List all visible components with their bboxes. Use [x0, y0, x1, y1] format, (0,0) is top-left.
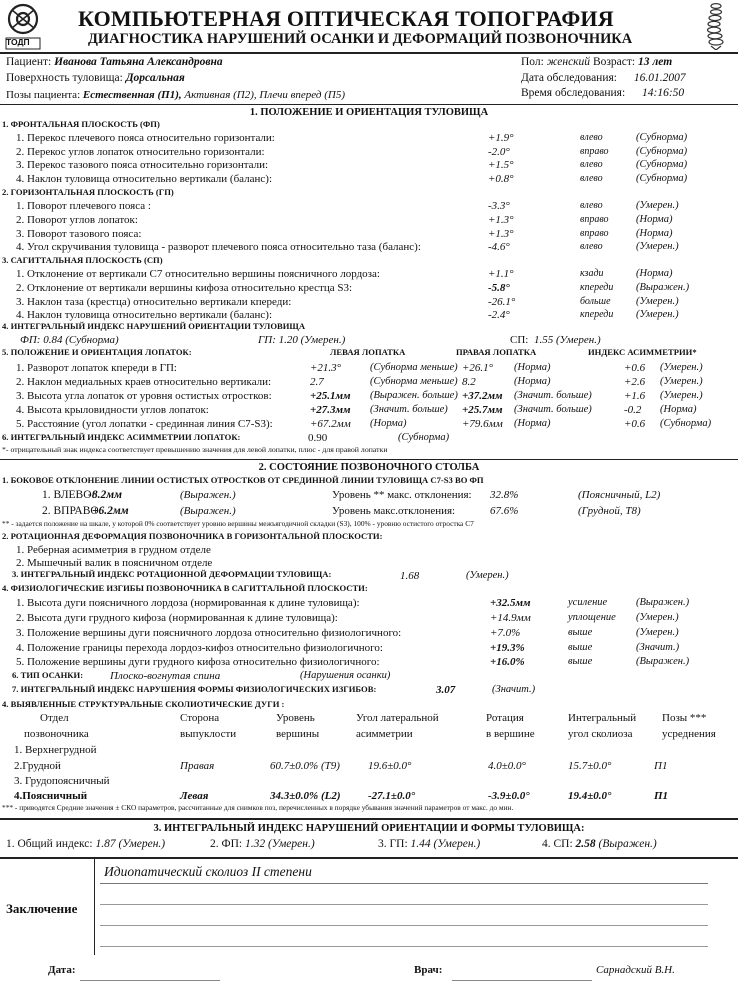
fp-row-value: +0.8°	[488, 173, 514, 185]
fp-index-value: 1.32 (Умерен.)	[244, 838, 315, 850]
patient-sex-age-line	[521, 56, 672, 69]
gp-row-label: 1. Поворот плечевого пояса :	[16, 200, 151, 212]
arc-table-header: выпуклости	[180, 728, 237, 740]
arc-row-cell: 60.7±0.0% (Т9)	[270, 760, 340, 772]
gp-row-direction: влево	[580, 241, 603, 252]
blade-row-label: 1. Разворот лопаток кпереди в ГП:	[16, 362, 177, 374]
doctor-signature-line	[452, 980, 592, 981]
surface-line	[6, 72, 185, 85]
curve-row-label: 2. Высота дуги грудного кифоза (нормированная к длине туловища):	[16, 612, 338, 624]
poses-label: Позы пациента:	[6, 89, 81, 101]
scoliotic-arcs-title: 4. ВЫЯВЛЕННЫЕ СТРУКТУРАЛЬНЫЕ СКОЛИОТИЧЕСКИЕ ДУГИ :	[2, 699, 285, 709]
conclusion-line	[100, 946, 708, 947]
fp-row-grade: (Субнорма)	[636, 159, 688, 170]
sp-title: 3. САГИТТАЛЬНАЯ ПЛОСКОСТЬ (СП)	[2, 255, 163, 265]
curve-row-direction: выше	[568, 642, 593, 653]
deviation-left-value: -8.2мм	[88, 489, 122, 501]
sp-row-direction: кпереди	[580, 309, 614, 320]
gp-row-grade: (Норма)	[636, 214, 673, 225]
curve-row-label: 3. Положение вершины дуги поясничного лордоза относительно физиологичного:	[16, 627, 402, 639]
gp-row-value: +1.3°	[488, 214, 514, 226]
conclusion-line	[100, 883, 708, 884]
age-label: Возраст:	[592, 56, 636, 68]
gp-row-label: 3. Поворот тазового пояса:	[16, 228, 142, 240]
arc-table-header: Уровень	[276, 712, 315, 724]
blade-asym-grade: (Норма)	[660, 404, 697, 415]
fp-title: 1. ФРОНТАЛЬНАЯ ПЛОСКОСТЬ (ФП)	[2, 119, 160, 129]
doctor-name: Сарнадский В.Н.	[596, 964, 675, 976]
curve-row-grade: (Выражен.)	[636, 656, 690, 667]
rotation-index-title: 3. ИНТЕГРАЛЬНЫЙ ИНДЕКС РОТАЦИОННОЙ ДЕФОРМАЦИИ ТУЛОВИЩА:	[12, 569, 332, 579]
blade-right-value: +79.6мм	[462, 418, 503, 430]
conclusion-divider	[0, 857, 738, 859]
curve-row-value: +7.0%	[490, 627, 521, 639]
arc-row-cell: 34.3±0.0% (L2)	[270, 790, 341, 802]
arc-row-cell: 4.0±0.0°	[488, 760, 526, 772]
blades-title: 5. ПОЛОЖЕНИЕ И ОРИЕНТАЦИЯ ЛОПАТОК:	[2, 347, 192, 357]
gp-title: 2. ГОРИЗОНТАЛЬНАЯ ПЛОСКОСТЬ (ГП)	[2, 187, 174, 197]
blade-right-grade: (Норма)	[514, 418, 551, 429]
arc-row-section: 4.Поясничный	[14, 790, 88, 802]
curve-row-value: +32.5мм	[490, 597, 531, 609]
sp-row-label: 2. Отклонение от вертикали вершины кифоза относительно крестца S3:	[16, 282, 353, 294]
fp-row-direction: влево	[580, 173, 603, 184]
header-divider	[0, 52, 738, 54]
arcs-footnote: *** - приводятся Средние значения ± СКО параметров, рассчитанные для снимков поз, перечисленных в порядке убывания значений параметров от макс. до мин.	[2, 803, 514, 812]
curve-row-label: 4. Положение границы перехода лордоз-кифоз относительно физиологичного:	[16, 642, 383, 654]
sp-index-grade: (Выражен.)	[598, 838, 657, 850]
curve-row-direction: выше	[568, 656, 593, 667]
conclusion-line	[100, 925, 708, 926]
spine-icon	[704, 2, 726, 50]
blade-asym-grade: (Субнорма)	[660, 418, 712, 429]
sp-row-value: -26.1°	[488, 296, 516, 308]
blades-footnote: *- отрицательный знак индекса соответствует превышению значения для левой лопатки, плюс - для правой лопатки	[2, 445, 388, 454]
orientation-index-title: 4. ИНТЕГРАЛЬНЫЙ ИНДЕКС НАРУШЕНИЙ ОРИЕНТАЦИИ ТУЛОВИЩА	[2, 321, 306, 331]
blade-left-value: +21.3°	[310, 362, 342, 374]
time-value: 14:16:50	[642, 87, 685, 99]
conclusion-line	[100, 904, 708, 905]
footer-date-label: Дата:	[48, 964, 76, 976]
section1-divider	[0, 104, 738, 105]
posture-grade: (Нарушения осанки)	[300, 670, 391, 681]
arc-row-section: 3. Грудопоясничный	[14, 775, 110, 787]
curve-row-label: 1. Высота дуги поясничного лордоза (нормированная к длине туловища):	[16, 597, 360, 609]
deviation-right-level-label: Уровень макс.отклонения:	[332, 505, 456, 517]
logo-text: ТОДП	[6, 37, 30, 47]
arc-table-header: Сторона	[180, 712, 220, 724]
arc-table-header: угол сколиоза	[568, 728, 633, 740]
arc-row-section: 1. Верхнегрудной	[14, 744, 97, 756]
fp-row-direction: влево	[580, 159, 603, 170]
asymmetry-index-title: 6. ИНТЕГРАЛЬНЫЙ ИНДЕКС АСИММЕТРИИ ЛОПАТОК:	[2, 432, 241, 442]
blade-row-label: 4. Высота крыловидности углов лопаток:	[16, 404, 209, 416]
sp-row-label: 1. Отклонение от вертикали С7 относительно вершины поясничного лордоза:	[16, 268, 380, 280]
date-signature-line	[80, 980, 220, 981]
report-title: КОМПЬЮТЕРНАЯ ОПТИЧЕСКАЯ ТОПОГРАФИЯ	[78, 6, 614, 31]
sp-row-grade: (Умерен.)	[636, 309, 679, 320]
blade-left-grade: (Субнорма меньше)	[370, 376, 458, 387]
general-index	[6, 838, 165, 851]
poses-line	[6, 89, 345, 102]
blade-asym-value: +0.6	[624, 418, 646, 430]
sp-row-direction: кзади	[580, 268, 604, 279]
arc-table-header: Интегральный	[568, 712, 637, 724]
asymmetry-index-grade: (Субнорма)	[398, 432, 450, 443]
deviation-left-level-label: Уровень ** макс. отклонения:	[332, 489, 472, 501]
sp-row-label: 3. Наклон таза (крестца) относительно вертикали кпереди:	[16, 296, 292, 308]
section3-title: 3. ИНТЕГРАЛЬНЫЙ ИНДЕКС НАРУШЕНИЙ ОРИЕНТАЦИИ И ФОРМЫ ТУЛОВИЩА:	[153, 823, 585, 834]
gp-row-value: -4.6°	[488, 241, 510, 253]
arc-table-header: асимметрии	[356, 728, 413, 740]
gp-row-value: -3.3°	[488, 200, 510, 212]
sp-row-value: -2.4°	[488, 309, 510, 321]
blade-right-grade: (Норма)	[514, 376, 551, 387]
physiological-curves-title: 4. ФИЗИОЛОГИЧЕСКИЕ ИЗГИБЫ ПОЗВОНОЧНИКА В САГИТТАЛЬНОЙ ПЛОСКОСТИ:	[2, 583, 368, 593]
arc-row-section: 2.Грудной	[14, 760, 61, 772]
curve-row-direction: уплощение	[568, 612, 616, 623]
section1-title: 1. ПОЛОЖЕНИЕ И ОРИЕНТАЦИЯ ТУЛОВИЩА	[249, 107, 489, 118]
patient-name: Иванова Татьяна Александровна	[54, 56, 223, 68]
arc-table-header: усреднения	[662, 728, 716, 740]
general-index-value: 1.87 (Умерен.)	[95, 838, 166, 850]
curve-row-value: +16.0%	[490, 656, 525, 668]
pose-others: Активная (П2), Плечи вперед (П5)	[184, 89, 345, 101]
deviation-right-location: (Грудной, Т8)	[578, 505, 641, 517]
sp-row-grade: (Умерен.)	[636, 296, 679, 307]
blade-row-label: 5. Расстояние (угол лопатки - срединная линия С7-S3):	[16, 418, 273, 430]
gp-index	[378, 838, 480, 851]
blade-asym-grade: (Умерен.)	[660, 390, 703, 401]
blade-asym-value: +0.6	[624, 362, 646, 374]
curve-row-grade: (Умерен.)	[636, 612, 679, 623]
arc-row-cell: П1	[654, 790, 669, 802]
curve-row-grade: (Умерен.)	[636, 627, 679, 638]
arc-table-header: Позы ***	[662, 712, 707, 724]
sp-row-direction: кпереди	[580, 282, 614, 293]
rotation-item: 2. Мышечный валик в поясничном отделе	[16, 557, 213, 569]
arc-row-cell: -27.1±0.0°	[368, 790, 416, 802]
fp-row-grade: (Субнорма)	[636, 146, 688, 157]
curve-row-direction: выше	[568, 627, 593, 638]
blade-left-value: +25.1мм	[310, 390, 351, 402]
sp-row-value: +1.1°	[488, 268, 514, 280]
arc-row-cell: П1	[654, 760, 668, 772]
fp-row-direction: влево	[580, 132, 603, 143]
blade-asym-grade: (Умерен.)	[660, 376, 703, 387]
deviation-right-value: +6.2мм	[92, 505, 129, 517]
deviation-right-label: 2. ВПРАВО:	[42, 505, 102, 517]
gp-index-value: 1.44 (Умерен.)	[410, 838, 481, 850]
curve-row-grade: (Значит.)	[636, 642, 680, 653]
deviation-left-grade: (Выражен.)	[180, 489, 236, 501]
section2-divider	[0, 459, 738, 460]
fp-index	[210, 838, 315, 851]
rotation-item: 1. Реберная асимметрия в грудном отделе	[16, 544, 211, 556]
fp-row-label: 4. Наклон туловища относительно вертикали (баланс):	[16, 173, 273, 185]
fp-row-value: +1.5°	[488, 159, 514, 171]
orientation-index-gp: ГП: 1.20 (Умерен.)	[258, 334, 346, 346]
curves-index-grade: (Значит.)	[492, 684, 536, 695]
sp-row-direction: больше	[580, 296, 611, 307]
arc-table-header: в вершине	[486, 728, 535, 740]
blade-left-grade: (Значит. больше)	[370, 404, 448, 415]
fp-row-label: 2. Перекос углов лопаток относительно горизонтали:	[16, 146, 265, 158]
asymmetry-index-value: 0.90	[308, 432, 328, 444]
footer-doctor-label: Врач:	[414, 964, 443, 976]
arc-row-cell: 19.6±0.0°	[368, 760, 412, 772]
exam-date-line	[521, 72, 686, 85]
curve-row-direction: усиление	[568, 597, 608, 608]
blade-right-value: 8.2	[462, 376, 476, 388]
blade-right-value: +25.7мм	[462, 404, 503, 416]
orientation-index-fp: ФП: 0.84 (Субнорма)	[20, 334, 119, 346]
blade-row-label: 2. Наклон медиальных краев относительно вертикали:	[16, 376, 272, 388]
blade-left-grade: (Норма)	[370, 418, 407, 429]
gp-row-direction: вправо	[580, 228, 609, 239]
arc-row-cell: Правая	[180, 760, 215, 772]
section2-title: 2. СОСТОЯНИЕ ПОЗВОНОЧНОГО СТОЛБА	[258, 462, 480, 473]
orientation-index-sp: 1.55 (Умерен.)	[534, 334, 601, 346]
deviation-footnote: ** - задается положение на шкале, у которой 0% соответствует уровню вершины межъягодичной складки (S3), 100% - уровню остистого отростка С7	[2, 519, 474, 528]
time-label: Время обследования:	[521, 87, 626, 99]
lateral-deviation-title: 1. БОКОВОЕ ОТКЛОНЕНИЕ ЛИНИИ ОСТИСТЫХ ОТРОСТКОВ ОТ СРЕДИННОЙ ЛИНИИ ТУЛОВИЩА С7-S3 ВО ФП	[2, 475, 484, 485]
blade-left-value: +67.2мм	[310, 418, 351, 430]
sp-index-label: 4. СП:	[542, 838, 573, 850]
deviation-right-percent: 67.6%	[490, 505, 519, 517]
gp-row-grade: (Норма)	[636, 228, 673, 239]
gp-row-grade: (Умерен.)	[636, 241, 679, 252]
curve-row-grade: (Выражен.)	[636, 597, 690, 608]
blade-asym-value: +1.6	[624, 390, 646, 402]
surface-value: Дорсальная	[125, 72, 185, 84]
rotation-index-grade: (Умерен.)	[466, 570, 509, 581]
gp-row-label: 4. Угол скручивания туловища - разворот плечевого пояса относительно таза (баланс):	[16, 241, 421, 253]
arc-row-cell: 15.7±0.0°	[568, 760, 612, 772]
fp-row-value: -2.0°	[488, 146, 510, 158]
arc-table-header: Ротация	[486, 712, 524, 724]
deviation-left-percent: 32.8%	[490, 489, 519, 501]
conclusion-border	[94, 859, 95, 955]
blade-asym-grade: (Умерен.)	[660, 362, 703, 373]
surface-label: Поверхность туловища:	[6, 72, 123, 84]
blade-left-grade: (Субнорма меньше)	[370, 362, 458, 373]
fp-row-grade: (Субнорма)	[636, 132, 688, 143]
fp-row-value: +1.9°	[488, 132, 514, 144]
curves-index-value: 3.07	[436, 684, 456, 696]
curves-index-title: 7. ИНТЕГРАЛЬНЫЙ ИНДЕКС НАРУШЕНИЯ ФОРМЫ ФИЗИОЛОГИЧЕСКИХ ИЗГИБОВ:	[12, 684, 377, 694]
sp-index-value: 2.58	[575, 838, 596, 850]
arc-table-header: позвоночника	[24, 728, 89, 740]
fp-row-label: 1. Перекос плечевого пояса относительно горизонтали:	[16, 132, 275, 144]
arc-row-cell: Левая	[180, 790, 209, 802]
orientation-index-sp-label: СП:	[510, 334, 529, 346]
blade-asym-value: +2.6	[624, 376, 646, 388]
section3-divider	[0, 818, 738, 820]
blade-right-grade: (Значит. больше)	[514, 404, 592, 415]
fp-row-direction: вправо	[580, 146, 609, 157]
conclusion-text: Идиопатический сколиоз II степени	[104, 864, 312, 879]
fp-index-label: 2. ФП:	[210, 838, 243, 850]
sex-label: Пол:	[521, 56, 544, 68]
general-index-label: 1. Общий индекс:	[6, 838, 93, 850]
fp-row-label: 3. Перекос тазового пояса относительно горизонтали:	[16, 159, 269, 171]
arc-table-header: Угол латеральной	[356, 712, 439, 724]
sp-index	[542, 838, 657, 851]
arc-table-header: Отдел	[40, 712, 69, 724]
blade-left-value: +27.3мм	[310, 404, 351, 416]
sex-value: женский	[546, 56, 591, 68]
conclusion-label: Заключение	[6, 901, 78, 916]
report-subtitle: ДИАГНОСТИКА НАРУШЕНИЙ ОСАНКИ И ДЕФОРМАЦИЙ ПОЗВОНОЧНИКА	[88, 31, 633, 47]
arc-row-cell: 19.4±0.0°	[568, 790, 612, 802]
blade-right-value: +37.2мм	[462, 390, 503, 402]
gp-index-label: 3. ГП:	[378, 838, 408, 850]
blade-row-label: 3. Высота угла лопаток от уровня остистых отростков:	[16, 390, 272, 402]
curve-row-value: +19.3%	[490, 642, 525, 654]
posture-type: Плоско-вогнутая спина	[110, 670, 221, 682]
gp-row-grade: (Умерен.)	[636, 200, 679, 211]
blades-left-header: ЛЕВАЯ ЛОПАТКА	[330, 347, 406, 357]
gp-row-value: +1.3°	[488, 228, 514, 240]
deviation-left-location: (Поясничный, L2)	[578, 489, 661, 501]
age-value: 13 лет	[637, 56, 673, 68]
exam-time-line	[521, 87, 684, 100]
arc-table-header: вершины	[276, 728, 320, 740]
rotation-index-value: 1.68	[400, 570, 420, 582]
blades-right-header: ПРАВАЯ ЛОПАТКА	[456, 347, 537, 357]
pose-primary: Естественная (П1),	[82, 89, 182, 101]
sp-row-value: -5.8°	[488, 282, 510, 294]
report-header	[0, 0, 738, 52]
blades-asym-header: ИНДЕКС АСИММЕТРИИ*	[588, 347, 697, 357]
gp-row-direction: вправо	[580, 214, 609, 225]
gp-row-direction: влево	[580, 200, 603, 211]
date-value: 16.01.2007	[633, 72, 686, 84]
rotation-title: 2. РОТАЦИОННАЯ ДЕФОРМАЦИЯ ПОЗВОНОЧНИКА В ГОРИЗОНТАЛЬНОЙ ПЛОСКОСТИ:	[2, 531, 383, 541]
blade-right-grade: (Норма)	[514, 362, 551, 373]
curve-row-value: +14.9мм	[490, 612, 531, 624]
sp-row-grade: (Выражен.)	[636, 282, 690, 293]
deviation-right-grade: (Выражен.)	[180, 505, 236, 517]
patient-name-label: Пациент:	[6, 56, 52, 68]
patient-name-line	[6, 56, 223, 69]
blade-right-grade: (Значит. больше)	[514, 390, 592, 401]
blade-right-value: +26.1°	[462, 362, 494, 374]
blade-left-value: 2.7	[310, 376, 324, 388]
arc-row-cell: -3.9±0.0°	[488, 790, 530, 802]
deviation-left-label: 1. ВЛЕВО:	[42, 489, 95, 501]
fp-row-grade: (Субнорма)	[636, 173, 688, 184]
sp-row-label: 4. Наклон туловища относительно вертикали (баланс):	[16, 309, 273, 321]
sp-row-grade: (Норма)	[636, 268, 673, 279]
gp-row-label: 2. Поворот углов лопаток:	[16, 214, 138, 226]
blade-asym-value: -0.2	[624, 404, 642, 416]
blade-left-grade: (Выражен. больше)	[370, 390, 458, 401]
date-label: Дата обследования:	[521, 72, 617, 84]
curve-row-label: 5. Положение вершины дуги грудного кифоза относительно физиологичного:	[16, 656, 380, 668]
posture-type-label: 6. ТИП ОСАНКИ:	[12, 670, 84, 680]
